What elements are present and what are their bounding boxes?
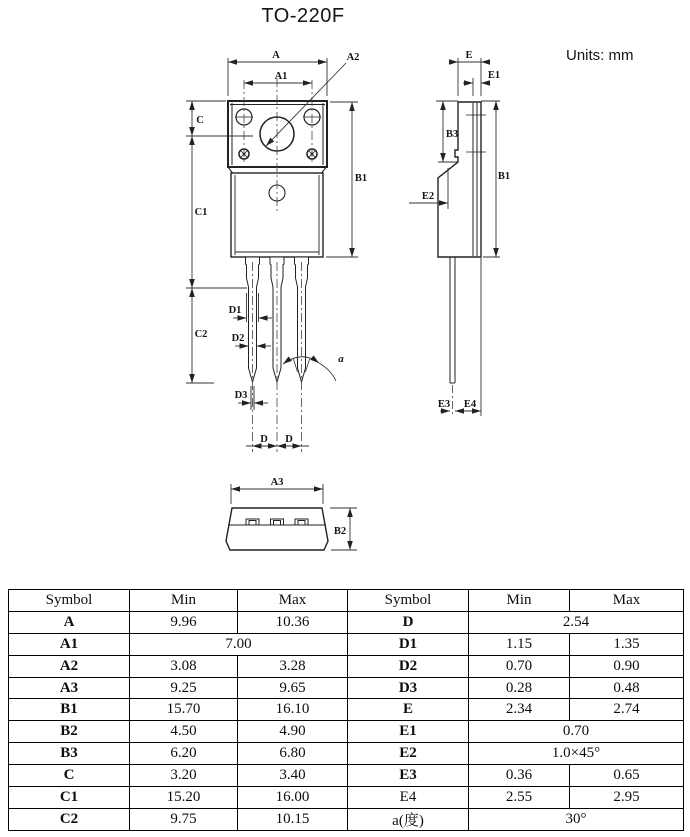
col-header-max-left: Max [238, 590, 348, 612]
max-cell: 3.40 [238, 765, 348, 787]
max-cell: 2.74 [570, 699, 684, 721]
min-cell: 1.15 [469, 633, 570, 655]
max-cell: 0.90 [570, 655, 684, 677]
dim-label-E: E [465, 50, 473, 61]
dim-label-A1: A1 [274, 71, 288, 82]
symbol-cell: D1 [348, 633, 469, 655]
symbol-cell: A1 [9, 633, 130, 655]
min-cell: 2.34 [469, 699, 570, 721]
symbol-cell: B2 [9, 721, 130, 743]
dim-label-D3: D3 [234, 390, 248, 401]
min-cell: 15.70 [130, 699, 238, 721]
min-cell: 9.25 [130, 677, 238, 699]
min-cell: 3.20 [130, 765, 238, 787]
value-cell: 7.00 [130, 633, 348, 655]
dim-label-C: C [196, 115, 204, 126]
dim-label-E3: E3 [437, 399, 451, 410]
dim-label-A2: A2 [346, 52, 360, 63]
max-cell: 6.80 [238, 743, 348, 765]
table-row [9, 721, 684, 743]
min-cell: 9.96 [130, 611, 238, 633]
symbol-cell: D2 [348, 655, 469, 677]
max-cell: 3.28 [238, 655, 348, 677]
table-row [9, 611, 684, 633]
min-cell: 3.08 [130, 655, 238, 677]
value-cell: 2.54 [469, 611, 684, 633]
max-cell: 1.35 [570, 633, 684, 655]
max-cell: 0.48 [570, 677, 684, 699]
min-cell: 0.70 [469, 655, 570, 677]
dim-label-D-right: D [285, 434, 293, 445]
table-header-row [9, 590, 684, 612]
dim-label-C2: C2 [194, 329, 208, 340]
max-cell: 10.36 [238, 611, 348, 633]
symbol-cell: D [348, 611, 469, 633]
min-cell: 6.20 [130, 743, 238, 765]
dim-label-A3: A3 [270, 477, 284, 488]
symbol-cell: A [9, 611, 130, 633]
symbol-cell: A3 [9, 677, 130, 699]
symbol-cell: C1 [9, 787, 130, 809]
col-header-symbol-right: Symbol [348, 590, 469, 612]
col-header-symbol-left: Symbol [9, 590, 130, 612]
col-header-min-left: Min [130, 590, 238, 612]
dim-label-D2: D2 [231, 333, 245, 344]
symbol-cell: E [348, 699, 469, 721]
dim-label-E2: E2 [421, 191, 435, 202]
symbol-cell: E1 [348, 721, 469, 743]
dim-label-B1-side: B1 [497, 171, 511, 182]
front-view [186, 50, 367, 452]
table-row [9, 677, 684, 699]
table-row [9, 699, 684, 721]
min-cell: 0.28 [469, 677, 570, 699]
dim-label-B1-front: B1 [354, 173, 368, 184]
min-cell: 0.36 [469, 765, 570, 787]
table-row [9, 743, 684, 765]
max-cell: 10.15 [238, 808, 348, 830]
symbol-cell: E4 [348, 787, 469, 809]
min-cell: 2.55 [469, 787, 570, 809]
min-cell: 9.75 [130, 808, 238, 830]
value-cell: 1.0×45° [469, 743, 684, 765]
table-row [9, 765, 684, 787]
symbol-cell: a(度) [348, 808, 469, 830]
dim-label-A: A [272, 50, 280, 61]
value-cell: 0.70 [469, 721, 684, 743]
max-cell: 0.65 [570, 765, 684, 787]
dim-label-B3: B3 [445, 129, 459, 140]
min-cell: 4.50 [130, 721, 238, 743]
symbol-cell: C2 [9, 808, 130, 830]
symbol-cell: B1 [9, 699, 130, 721]
symbol-cell: C [9, 765, 130, 787]
max-cell: 16.00 [238, 787, 348, 809]
page-title: TO-220F [261, 5, 345, 27]
dim-label-E1: E1 [487, 70, 501, 81]
col-header-min-right: Min [469, 590, 570, 612]
symbol-cell: E2 [348, 743, 469, 765]
side-view [409, 50, 510, 416]
table-row [9, 655, 684, 677]
dim-label-D-left: D [260, 434, 268, 445]
symbol-cell: A2 [9, 655, 130, 677]
side-lead [450, 257, 455, 383]
max-cell: 4.90 [238, 721, 348, 743]
table-row [9, 787, 684, 809]
bottom-body-outline [226, 508, 328, 550]
dim-label-D1: D1 [228, 305, 242, 316]
units-label: Units: mm [566, 47, 634, 64]
dim-label-alpha: a [338, 353, 344, 365]
table-row [9, 808, 684, 830]
symbol-cell: B3 [9, 743, 130, 765]
value-cell: 30° [469, 808, 684, 830]
table-row [9, 633, 684, 655]
symbol-cell: E3 [348, 765, 469, 787]
side-body-outline [438, 102, 481, 257]
max-cell: 16.10 [238, 699, 348, 721]
dim-label-E4: E4 [463, 399, 477, 410]
max-cell: 9.65 [238, 677, 348, 699]
dim-label-B2: B2 [333, 526, 347, 537]
bottom-view [226, 477, 357, 550]
dim-label-C1: C1 [194, 207, 208, 218]
dimensions-table [8, 589, 684, 831]
max-cell: 2.95 [570, 787, 684, 809]
min-cell: 15.20 [130, 787, 238, 809]
col-header-max-right: Max [570, 590, 684, 612]
symbol-cell: D3 [348, 677, 469, 699]
